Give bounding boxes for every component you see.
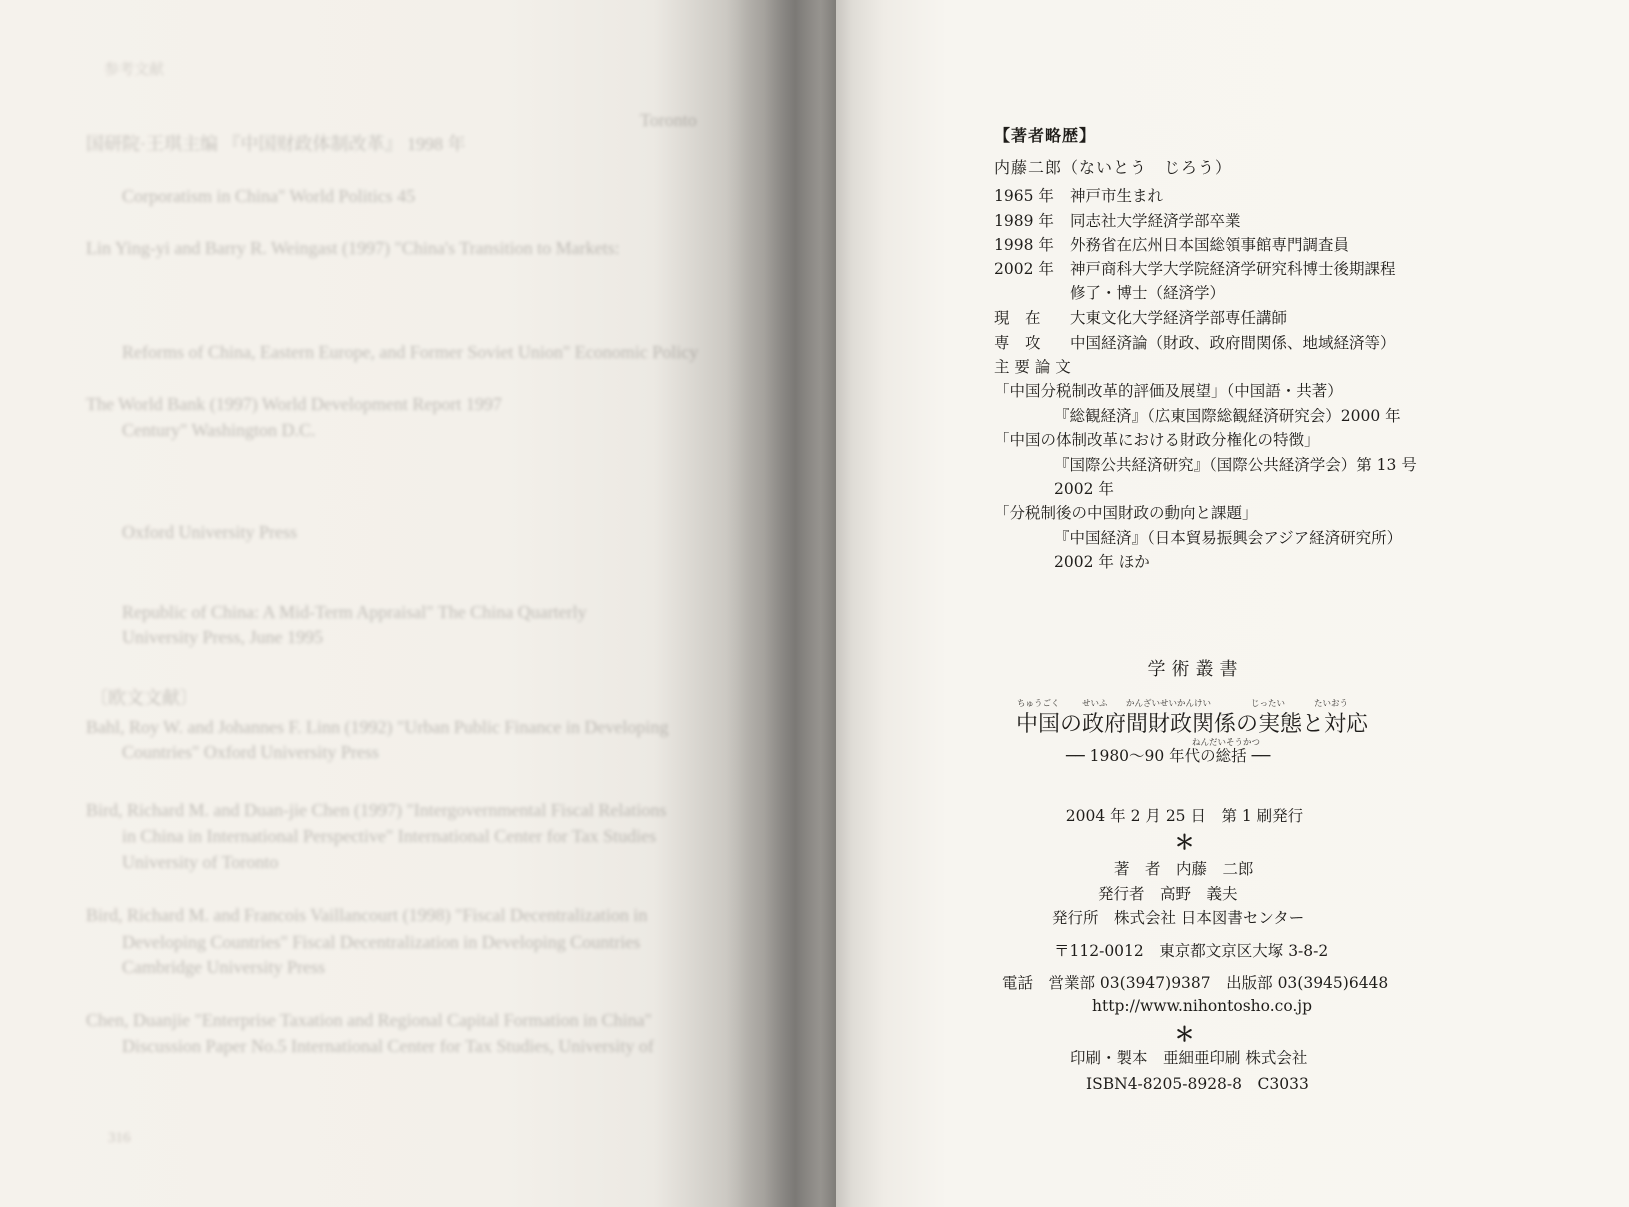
- left-page-blurred-text: [0, 0, 800, 1207]
- paper-title: 「分税制後の中国財政の動向と課題」: [994, 504, 1258, 522]
- publisher-line: 発行者 高野 義夫: [1098, 885, 1238, 903]
- bio-entry-key: 2002 年: [994, 260, 1054, 278]
- bio-current: [994, 306, 1287, 328]
- author-line: 著 者 内藤 二郎: [1114, 860, 1254, 878]
- text-line: Cambridge University Press: [122, 957, 325, 977]
- ruby-text: そうかつ: [1226, 738, 1261, 748]
- bio-entry-continuation: 修了・博士（経済学）: [1070, 284, 1226, 302]
- publication-date: 2004 年 2 月 25 日 第 1 刷発行: [1065, 807, 1304, 825]
- bio-major-key: 専 攻: [994, 334, 1041, 352]
- text-line: Century" Washington D.C.: [122, 420, 316, 440]
- text-line: Lin Ying-yi and Barry R. Weingast (1997) "China's Transition to Markets:: [86, 238, 620, 258]
- ruby-text: かんざいせいかんけい: [1126, 699, 1212, 709]
- text-line: Reforms of China, Eastern Europe, and Former Soviet Union" Economic Policy: [122, 342, 699, 362]
- book-subtitle: ── 1980～90 年代の総括 ──: [1066, 747, 1271, 765]
- text-line: Developing Countries" Fiscal Decentralization in Developing Countries: [122, 932, 641, 952]
- author-bio-heading: 【著者略歴】: [994, 126, 1097, 145]
- bio-entry-value: 神戸商科大学大学院経済学研究科博士後期課程: [1070, 260, 1396, 278]
- text-line: The World Bank (1997) World Development Report 1997: [86, 394, 502, 414]
- ruby-text: じったい: [1251, 699, 1286, 709]
- text-line: Bahl, Roy W. and Johannes F. Linn (1992) "Urban Public Finance in Developing: [86, 717, 669, 737]
- printer-line: 印刷・製本 亜細亜印刷 株式会社: [1070, 1049, 1308, 1067]
- bio-entry-value: 神戸市生まれ: [1070, 187, 1164, 205]
- bio-entry-key: 1998 年: [994, 236, 1054, 254]
- text-line: University of Toronto: [122, 852, 279, 872]
- bio-entry: [994, 184, 1163, 206]
- website-url: http://www.nihontosho.co.jp: [1092, 997, 1313, 1015]
- asterisk-divider: ＊: [1174, 830, 1195, 854]
- isbn: ISBN4-8205-8928-8 C3033: [1086, 1075, 1309, 1093]
- text-line: Countries" Oxford University Press: [122, 742, 379, 762]
- bio-major-value: 中国経済論（財政、政府間関係、地域経済等）: [1070, 334, 1396, 352]
- text-line: Republic of China: A Mid-Term Appraisal" The China Quarterly: [122, 602, 587, 622]
- bio-current-key: 現 在: [994, 309, 1041, 327]
- text-line: Toronto: [640, 110, 697, 130]
- bio-entry-value: 同志社大学経済学部卒業: [1070, 212, 1241, 230]
- book-title: 中国の政府間財政関係の実態と対応: [1016, 712, 1369, 737]
- bio-entry: [994, 257, 1396, 279]
- papers-heading: 主 要 論 文: [994, 358, 1071, 376]
- publishing-house-line: 発行所 株式会社 日本図書センター: [1052, 909, 1305, 927]
- ruby-text: たいおう: [1314, 699, 1349, 709]
- page-number: 316: [108, 1130, 131, 1146]
- bio-entry: [994, 233, 1349, 255]
- ruby-text: ちゅうごく: [1017, 699, 1060, 709]
- text-line: Corporatism in China" World Politics 45: [122, 186, 416, 206]
- bio-current-value: 大東文化大学経済学部専任講師: [1070, 309, 1288, 327]
- ruby-text: ねんだい: [1192, 738, 1227, 748]
- asterisk-divider: ＊: [1174, 1022, 1195, 1046]
- text-line: Chen, Duanjie "Enterprise Taxation and Regional Capital Formation in China": [86, 1010, 652, 1030]
- phone-numbers: 電話 営業部 03(3947)9387 出版部 03(3945)6448: [1002, 974, 1389, 992]
- author-name: 内藤二郎（ないとう じろう）: [994, 158, 1233, 177]
- paper-year: 2002 年 ほか: [1054, 553, 1150, 571]
- bio-entry-key: 1989 年: [994, 212, 1054, 230]
- paper-source: 『国際公共経済研究』（国際公共経済学会）第 13 号: [1054, 456, 1417, 474]
- ruby-text: せいふ: [1082, 699, 1108, 709]
- text-line: Bird, Richard M. and Francois Vaillancourt (1998) "Fiscal Decentralization in: [86, 905, 648, 925]
- text-line: in China in International Perspective" International Center for Tax Studies: [122, 826, 657, 846]
- bio-major: [994, 331, 1396, 353]
- text-line: Discussion Paper No.5 International Center for Tax Studies, University of: [122, 1036, 654, 1056]
- bio-entry-value: 外務省在広州日本国総領事館専門調査員: [1070, 236, 1350, 254]
- text-line: Oxford University Press: [122, 522, 297, 542]
- series-name: 学術叢書: [1147, 659, 1244, 680]
- right-page: [836, 0, 1629, 1207]
- bio-entry: [994, 209, 1241, 231]
- paper-source: 『中国経済』（日本貿易振興会アジア経済研究所）: [1054, 529, 1403, 547]
- text-line: 〔欧文文献〕: [90, 688, 198, 708]
- bio-entry-key: 1965 年: [994, 187, 1054, 205]
- running-head: 参考文献: [104, 62, 165, 78]
- text-line: 国研院·王琪主编 『中国财政体制改革』 1998 年: [86, 134, 466, 154]
- paper-title: 「中国の体制改革における財政分権化の特徴」: [994, 431, 1320, 449]
- address: 〒112-0012 東京都文京区大塚 3-8-2: [1054, 942, 1329, 960]
- book-gutter-shadow: [726, 0, 852, 1207]
- paper-title: 「中国分税制改革的評価及展望」（中国語・共著）: [994, 382, 1343, 400]
- text-line: University Press, June 1995: [122, 627, 323, 647]
- paper-year: 2002 年: [1054, 480, 1114, 498]
- text-line: Bird, Richard M. and Duan-jie Chen (1997) "Intergovernmental Fiscal Relations: [86, 800, 667, 820]
- paper-source: 『総観経済』（広東国際総観経済研究会）2000 年: [1054, 407, 1401, 425]
